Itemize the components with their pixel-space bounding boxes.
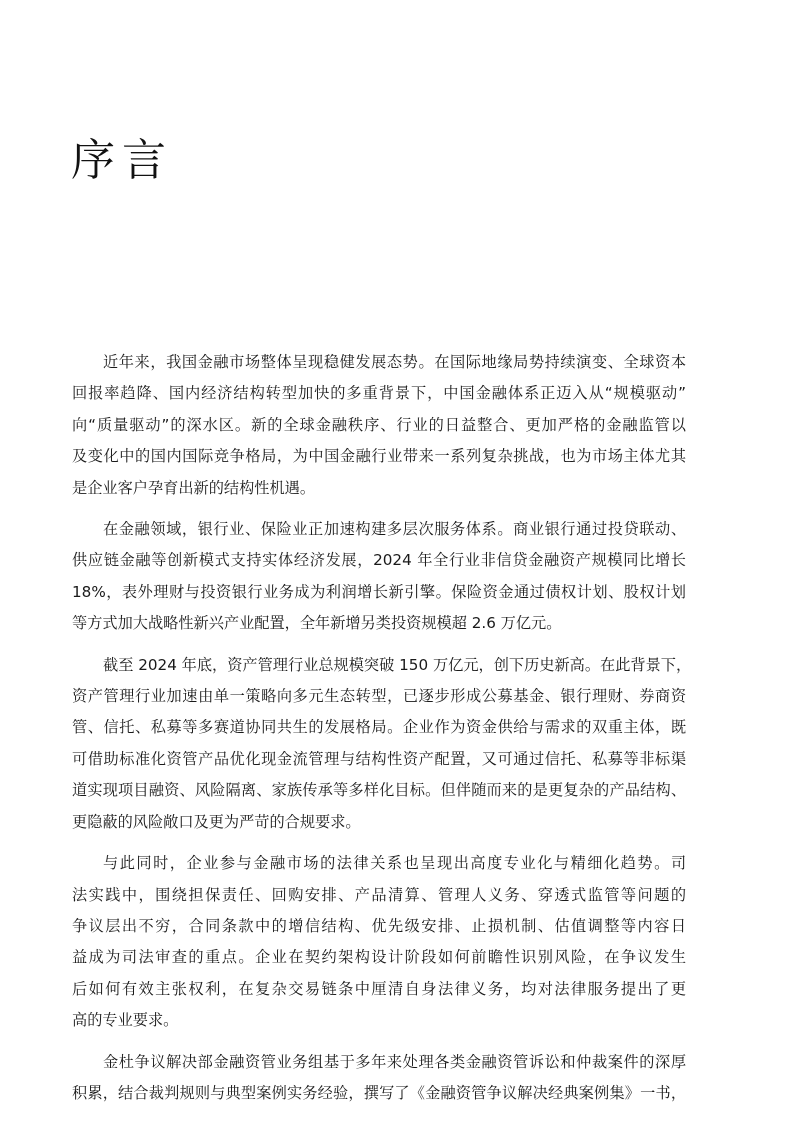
text-line: 金杜争议解决部金融资管业务组基于多年来处理各类金融资管诉讼和仲裁案件的深厚 (103, 1052, 686, 1071)
text-line: 可借助标准化资管产品优化现金流管理与结构性资产配置，又可通过信托、私募等非标渠 (72, 749, 686, 768)
text-line: 近年来，我国金融市场整体呈现稳健发展态势。在国际地缘局势持续演变、全球资本 (103, 353, 686, 371)
text-line: 资产管理行业加速由单一策略向多元生态转型，已逐步形成公募基金、银行理财、券商资 (72, 687, 686, 706)
text-line: 等方式加大战略性新兴产业配置，全年新增另类投资规模超 2.6 万亿元。 (72, 614, 562, 633)
text-line: 是企业客户孕育出新的结构性机遇。 (72, 478, 315, 497)
paragraph-2 (72, 514, 686, 640)
text-line: 法实践中，围绕担保责任、回购安排、产品清算、管理人义务、穿透式监管等问题的 (72, 885, 686, 904)
paragraph-3 (72, 650, 692, 838)
paragraph-1 (72, 347, 686, 504)
text-line: 回报率趋降、国内经济结构转型加快的多重背景下，中国金融体系正迈入从“规模驱动” (72, 384, 686, 403)
paragraph-4 (72, 848, 686, 1036)
text-line: 供应链金融等创新模式支持实体经济发展，2024 年全行业非信贷金融资产规模同比增长 (72, 551, 686, 570)
text-line: 在金融领域，银行业、保险业正加速构建多层次服务体系。商业银行通过投贷联动、 (103, 520, 686, 539)
text-line: 向“质量驱动”的深水区。新的全球金融秩序、行业的日益整合、更加严格的金融监管以 (72, 415, 686, 434)
page-title: 序言 (71, 135, 173, 186)
paragraph-5 (72, 1047, 686, 1110)
text-line: 争议层出不穷，合同条款中的增信结构、优先级安排、止损机制、估值调整等内容日 (72, 916, 686, 935)
text-line: 道实现项目融资、风险隔离、家族传承等多样化目标。但伴随而来的是更复杂的产品结构、 (72, 781, 686, 800)
text-line: 管、信托、私募等多赛道协同共生的发展格局。企业作为资金供给与需求的双重主体，既 (72, 718, 686, 737)
text-line: 及变化中的国内国际竞争格局，为中国金融行业带来一系列复杂挑战，也为市场主体尤其 (72, 447, 686, 466)
text-line: 与此同时，企业参与金融市场的法律关系也呈现出高度专业化与精细化趋势。司 (103, 854, 686, 873)
text-line: 18%，表外理财与投资银行业务成为利润增长新引擎。保险资金通过债权计划、股权计划 (72, 582, 686, 601)
text-line: 积累，结合裁判规则与典型案例实务经验，撰写了《金融资管争议解决经典案例集》一书， (72, 1083, 686, 1102)
text-line: 益成为司法审查的重点。企业在契约架构设计阶段如何前瞻性识别风险，在争议发生 (72, 948, 686, 967)
preface-body (72, 347, 692, 1119)
text-line: 截至 2024 年底，资产管理行业总规模突破 150 万亿元，创下历史新高。在此背景下， (103, 655, 692, 674)
text-line: 更隐蔽的风险敞口及更为严苛的合规要求。 (72, 812, 361, 831)
text-line: 后如何有效主张权利，在复杂交易链条中厘清自身法律义务，均对法律服务提出了更 (72, 979, 686, 998)
text-line: 高的专业要求。 (72, 1011, 179, 1030)
